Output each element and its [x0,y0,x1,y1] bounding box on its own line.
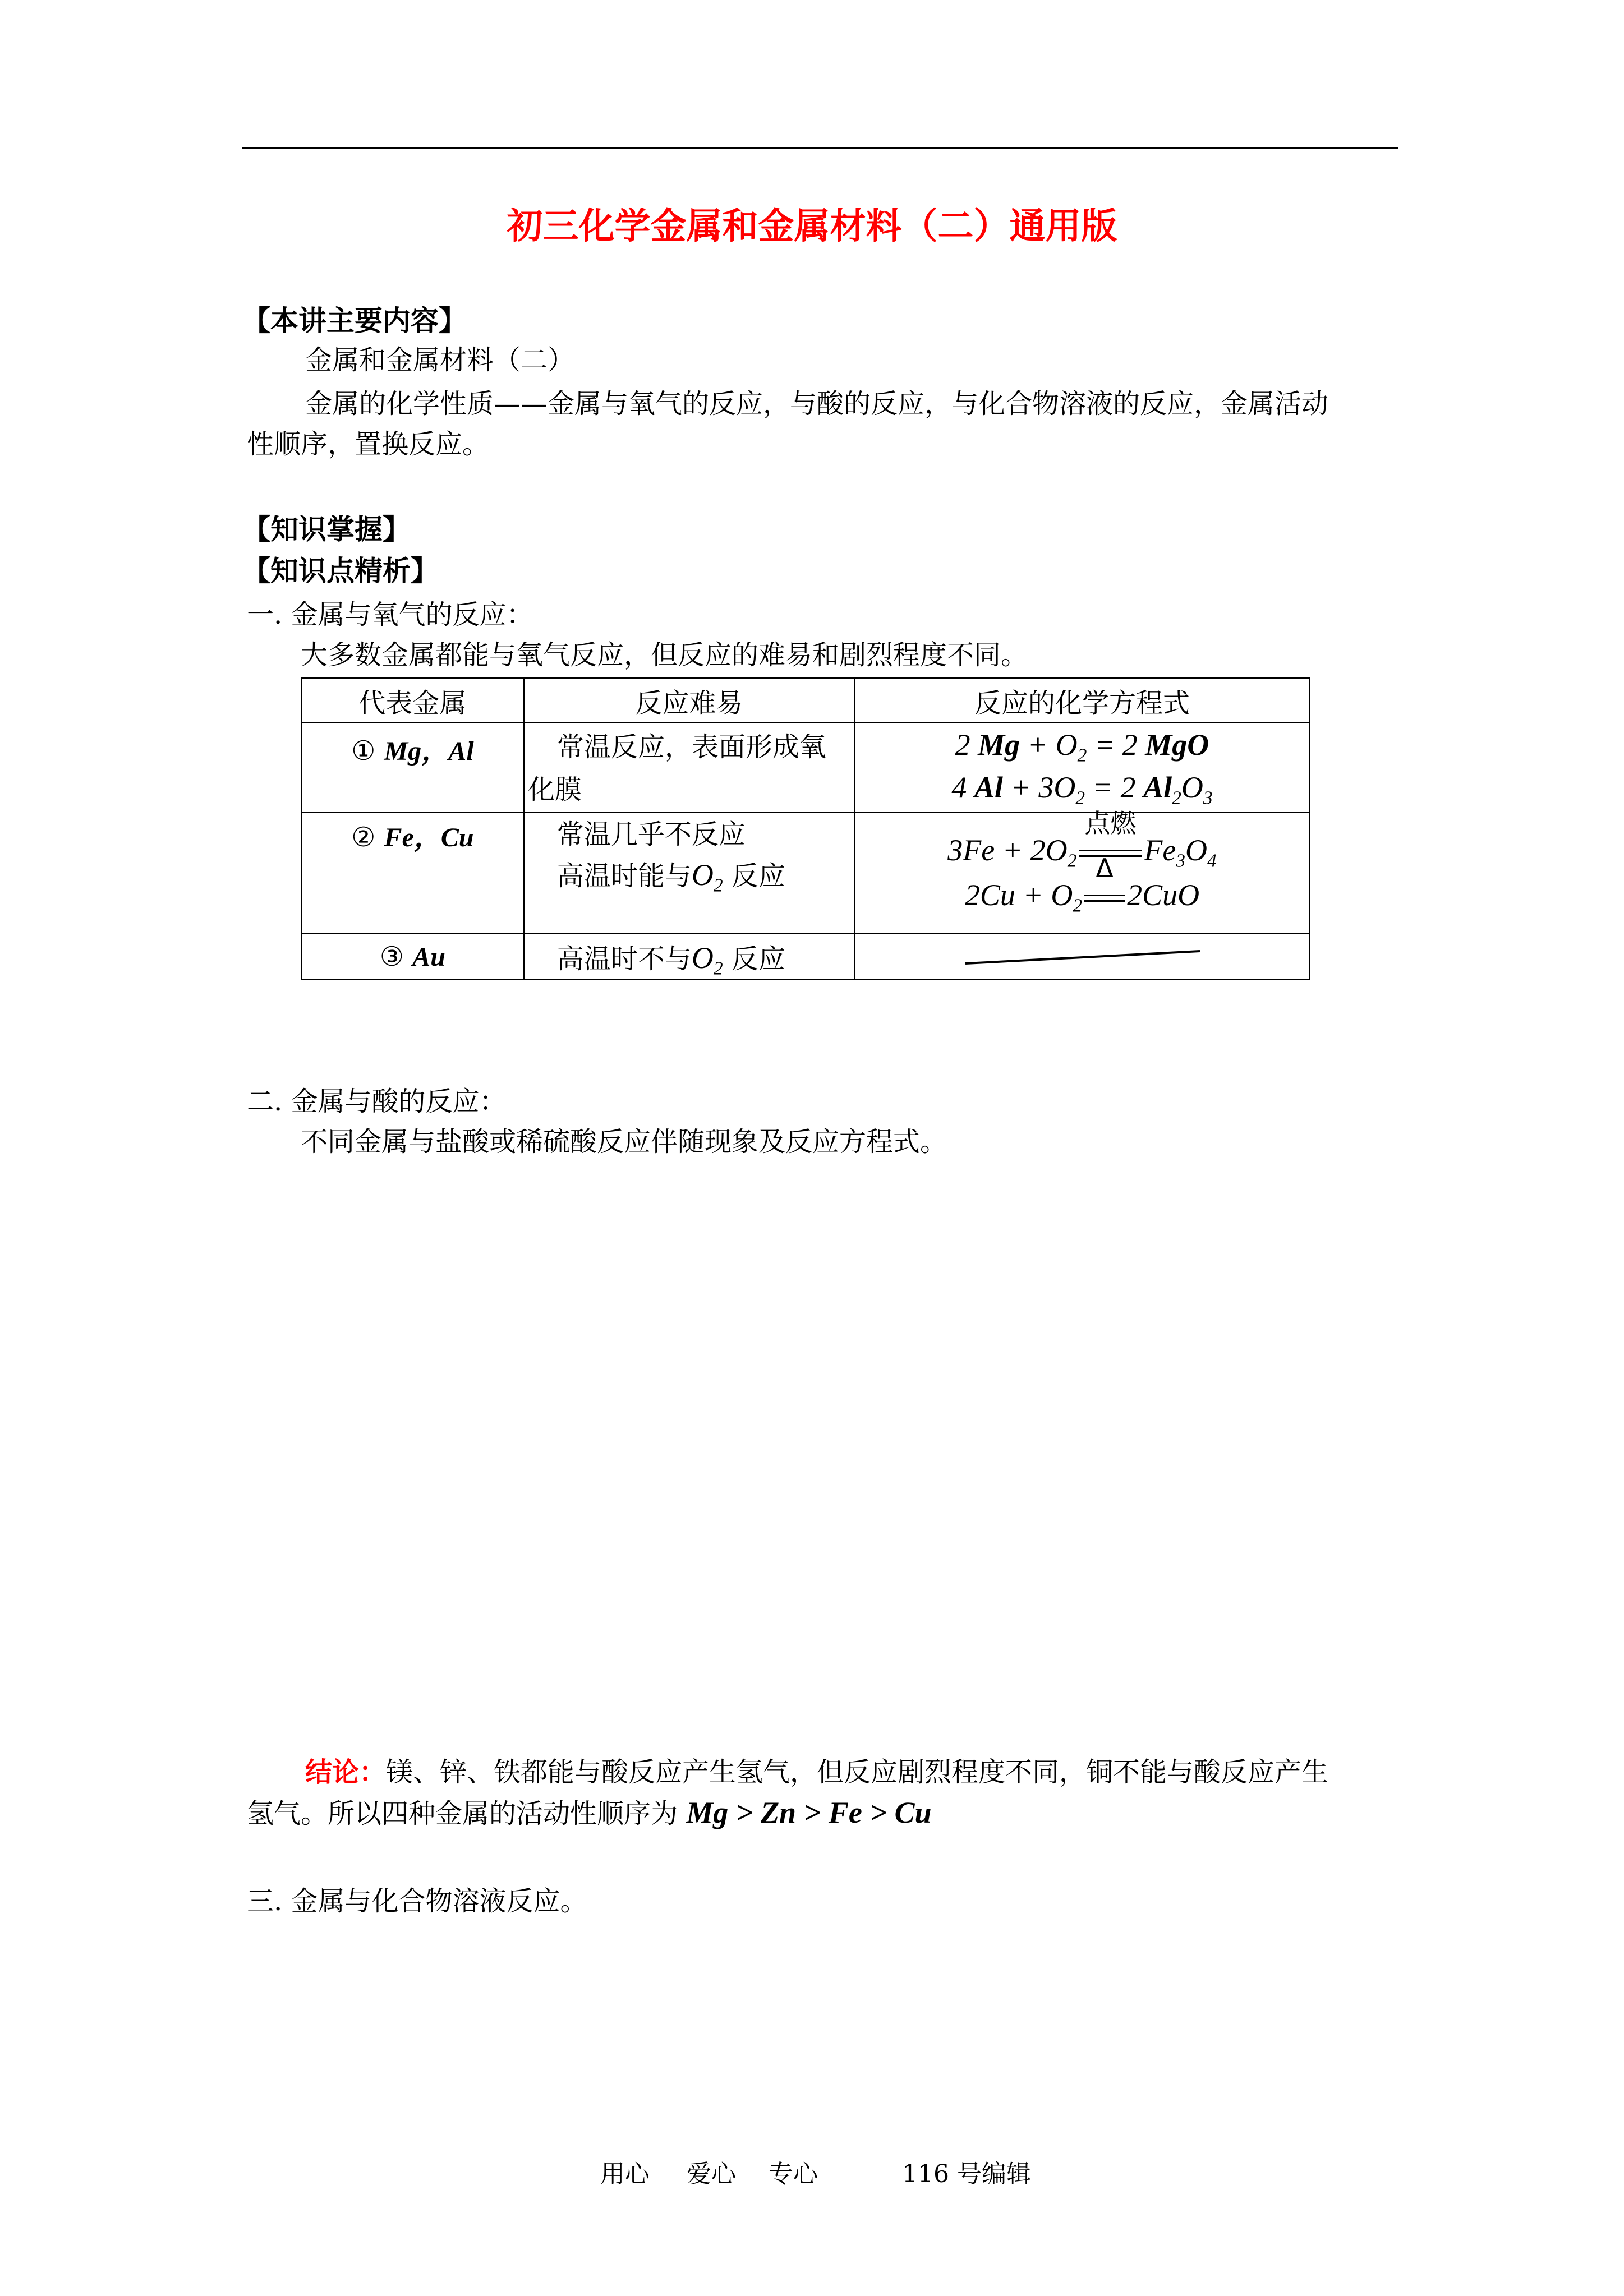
ease-cell [523,723,854,813]
heat-condition: Δ [1082,883,1127,905]
col-header-equation: 反应的化学方程式 [854,679,1309,723]
equation-cell [854,808,1309,934]
equation-al: 4 $Al + 3O_2 = 2$ $Al_2O_3$ [951,771,1213,809]
section-heading-main: 【本讲主要内容】 [242,305,467,337]
ease-text: 常温几乎不反应 [556,819,746,850]
metal-number: ② [351,822,376,853]
conclusion-label: 结论： [305,1756,387,1788]
ease-text-o2: 高温时能与$O_2$ 反应 [556,858,785,896]
ease-cell [523,813,854,934]
conclusion-text: 氢气。所以四种金属的活动性顺序为 [247,1798,678,1829]
metal-cell [302,934,524,980]
footer-text: 用心 [600,2160,650,2188]
metal-number: ③ [379,940,404,972]
metal-cell [302,723,524,813]
metal-name: Fe，Cu [384,823,474,852]
metal-number: ① [351,735,376,767]
conclusion-text: 镁、锌、铁都能与酸反应产生氢气，但反应剧烈程度不同，铜不能与酸反应产生 [386,1756,1329,1788]
ease-text: 常温反应，表面形成氧 [556,731,826,763]
equation-cell-none [854,934,1309,980]
table-row [302,813,1310,934]
equation-cu: $2Cu + O_2$ Δ 2CuO [964,853,1200,916]
part3-heading: 三. 金属与化合物溶液反应。 [247,1885,587,1917]
table-row [302,934,1310,980]
metal-name: Au [412,942,445,972]
section-heading-points: 【知识点精析】 [242,555,439,587]
part1-intro: 大多数金属都能与氧气反应，但反应的难易和剧烈程度不同。 [301,639,1028,671]
part1-heading: 一. 金属与氧气的反应： [247,599,533,630]
footer-text: 116 号编辑 [902,2160,1031,2188]
ease-text: 化膜 [527,774,582,805]
main-content-line1: 金属和金属材料（二） [305,344,575,376]
page-title: 初三化学金属和金属材料（二）通用版 [507,206,1117,247]
metal-cell [302,813,524,934]
no-reaction-line [855,934,1309,978]
header-rule [242,147,1398,149]
conclusion-line2 [247,1790,932,1836]
footer-text: 爱心 [687,2160,736,2188]
ease-text-o2: 高温时不与$O_2$ 反应 [556,941,785,979]
main-content-line2a: 金属的化学性质——金属与氧气的反应，与酸的反应，与化合物溶液的反应，金属活动 [305,388,1329,419]
ignite-condition: 点燃 [1076,838,1144,860]
col-header-metal: 代表金属 [302,679,524,723]
table-header-row [302,679,1310,723]
section-heading-knowledge: 【知识掌握】 [242,513,411,546]
conclusion-line1 [305,1750,1328,1795]
footer-text: 专心 [769,2160,818,2188]
part2-intro: 不同金属与盐酸或稀硫酸反应伴随现象及反应方程式。 [301,1126,947,1158]
table-row [302,723,1310,813]
part2-heading: 二. 金属与酸的反应： [247,1086,507,1117]
oxygen-reaction-table [301,677,1310,980]
col-header-ease: 反应难易 [523,679,854,723]
page-footer [600,2154,1031,2189]
equation-mg: 2 $Mg + O_2 = 2$ MgO [955,728,1209,766]
equation-cell [854,723,1309,813]
ease-cell [523,934,854,980]
metal-name: Mg，Al [384,736,474,766]
activity-order: Mg > Zn > Fe > Cu [686,1796,932,1829]
equation-fe: $3Fe + 2O_2$ 点燃 $Fe_3O_4$ [947,808,1217,872]
main-content-line2b: 性顺序，置换反应。 [247,428,490,460]
